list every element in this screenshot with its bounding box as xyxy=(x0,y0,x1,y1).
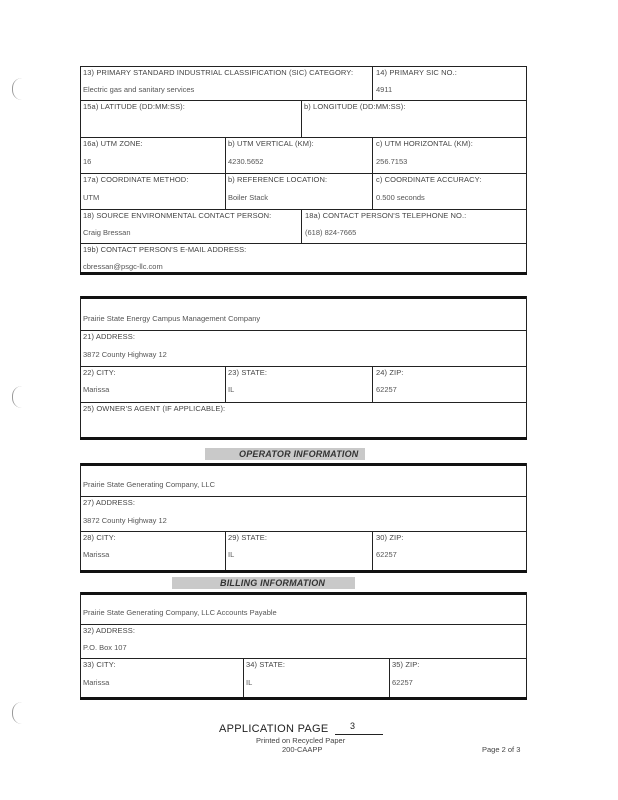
billing-state-label: 34) STATE: xyxy=(246,660,286,669)
contact-phone-label: 18a) CONTACT PERSON'S TELEPHONE NO.: xyxy=(305,211,467,220)
operator-address-value: 3872 County Highway 12 xyxy=(83,516,167,525)
owner-address-value: 3872 County Highway 12 xyxy=(83,350,167,359)
latitude-label: 15a) LATITUDE (DD:MM:SS): xyxy=(83,102,185,111)
utm-zone-label: 16a) UTM ZONE: xyxy=(83,139,143,148)
coordinate-accuracy-value: 0.500 seconds xyxy=(376,193,425,202)
coordinate-accuracy-label: c) COORDINATE ACCURACY: xyxy=(376,175,482,184)
application-page-title: APPLICATION PAGE xyxy=(219,723,329,735)
billing-header-text: BILLING INFORMATION xyxy=(220,578,326,588)
coordinate-method-value: UTM xyxy=(83,193,100,202)
billing-zip-label: 35) ZIP: xyxy=(392,660,420,669)
coordinate-method-label: 17a) COORDINATE METHOD: xyxy=(83,175,189,184)
recycled-paper-note: Printed on Recycled Paper xyxy=(256,736,346,745)
operator-zip-label: 30) ZIP: xyxy=(376,533,404,542)
margin-mark-top xyxy=(12,78,23,100)
billing-address-value: P.O. Box 107 xyxy=(83,643,127,652)
operator-information-header xyxy=(205,448,365,460)
contact-person-value: Craig Bressan xyxy=(83,228,131,237)
contact-email-value: cbressan@psgc-llc.com xyxy=(83,262,163,271)
billing-city-value: Marissa xyxy=(83,678,110,687)
owner-city-label: 22) CITY: xyxy=(83,368,116,377)
sic-number-value: 4911 xyxy=(376,85,393,94)
contact-phone-value: (618) 824-7665 xyxy=(305,228,357,237)
operator-city-value: Marissa xyxy=(83,550,110,559)
billing-city-label: 33) CITY: xyxy=(83,660,116,669)
operator-address-label: 27) ADDRESS: xyxy=(83,498,136,507)
owner-name-value: Prairie State Energy Campus Management Company xyxy=(83,314,261,323)
sic-number-label: 14) PRIMARY SIC NO.: xyxy=(376,68,457,77)
longitude-label: b) LONGITUDE (DD:MM:SS): xyxy=(304,102,406,111)
owner-agent-label: 25) OWNER'S AGENT (IF APPLICABLE): xyxy=(83,404,226,413)
utm-zone-value: 16 xyxy=(83,157,92,166)
operator-state-value: IL xyxy=(228,550,235,559)
owner-state-label: 23) STATE: xyxy=(228,368,268,377)
utm-horizontal-value: 256.7153 xyxy=(376,157,408,166)
operator-name-value: Prairie State Generating Company, LLC xyxy=(83,480,216,489)
utm-horizontal-label: c) UTM HORIZONTAL (KM): xyxy=(376,139,473,148)
contact-person-label: 18) SOURCE ENVIRONMENTAL CONTACT PERSON: xyxy=(83,211,272,220)
reference-location-label: b) REFERENCE LOCATION: xyxy=(228,175,328,184)
owner-zip-label: 24) ZIP: xyxy=(376,368,404,377)
utm-vertical-label: b) UTM VERTICAL (KM): xyxy=(228,139,314,148)
sic-category-value: Electric gas and sanitary services xyxy=(83,85,195,94)
contact-email-label: 19b) CONTACT PERSON'S E-MAIL ADDRESS: xyxy=(83,245,247,254)
billing-name-value: Prairie State Generating Company, LLC Accounts Payable xyxy=(83,608,277,617)
operator-state-label: 29) STATE: xyxy=(228,533,268,542)
owner-zip-value: 62257 xyxy=(376,385,397,394)
owner-state-value: IL xyxy=(228,385,235,394)
operator-zip-value: 62257 xyxy=(376,550,397,559)
page-of-count: Page 2 of 3 xyxy=(482,745,521,754)
billing-state-value: IL xyxy=(246,678,253,687)
reference-location-value: Boiler Stack xyxy=(228,193,269,202)
form-id: 200-CAAPP xyxy=(282,745,323,754)
operator-header-text: OPERATOR INFORMATION xyxy=(239,449,359,459)
utm-vertical-value: 4230.5652 xyxy=(228,157,264,166)
billing-information-header xyxy=(172,577,355,589)
sic-category-label: 13) PRIMARY STANDARD INDUSTRIAL CLASSIFICATION (SIC) CATEGORY: xyxy=(83,68,354,77)
margin-mark-bottom xyxy=(12,702,23,724)
owner-city-value: Marissa xyxy=(83,385,110,394)
billing-zip-value: 62257 xyxy=(392,678,413,687)
billing-address-label: 32) ADDRESS: xyxy=(83,626,136,635)
owner-address-label: 21) ADDRESS: xyxy=(83,332,136,341)
application-page-number: 3 xyxy=(350,721,356,731)
page-number-underline xyxy=(335,734,383,735)
margin-mark-middle xyxy=(12,386,23,408)
operator-city-label: 28) CITY: xyxy=(83,533,116,542)
